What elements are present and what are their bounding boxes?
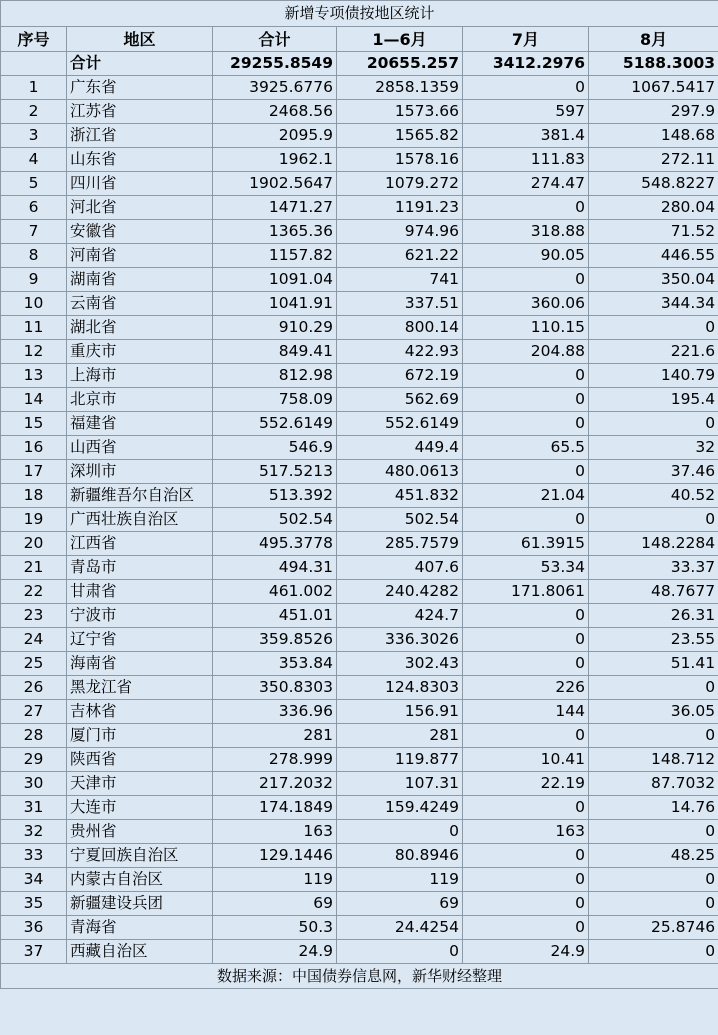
row-total-cell: 546.9 [213,436,337,460]
row-july-cell: 111.83 [463,148,589,172]
row-region-cell: 内蒙古自治区 [67,868,213,892]
row-h1-cell: 285.7579 [337,532,463,556]
row-july-cell: 0 [463,412,589,436]
table-row [1,748,718,772]
row-h1-cell: 800.14 [337,316,463,340]
row-h1-cell: 124.8303 [337,676,463,700]
row-h1-cell: 1578.16 [337,148,463,172]
table-row [1,916,718,940]
row-region-cell: 福建省 [67,412,213,436]
row-region-cell: 大连市 [67,796,213,820]
row-july-cell: 0 [463,508,589,532]
row-total-cell: 1365.36 [213,220,337,244]
row-total-cell: 50.3 [213,916,337,940]
row-august-cell: 36.05 [589,700,718,724]
row-august-cell: 0 [589,676,718,700]
row-region-cell: 青岛市 [67,556,213,580]
row-total-cell: 119 [213,868,337,892]
table-row [1,388,718,412]
row-region-cell: 湖北省 [67,316,213,340]
row-h1-cell: 1079.272 [337,172,463,196]
row-total-cell: 1471.27 [213,196,337,220]
row-h1-cell: 449.4 [337,436,463,460]
row-no-cell: 14 [1,388,67,412]
row-region-cell: 安徽省 [67,220,213,244]
row-h1-cell: 407.6 [337,556,463,580]
row-no-cell: 6 [1,196,67,220]
row-july-cell: 0 [463,724,589,748]
row-total-cell: 495.3778 [213,532,337,556]
row-august-cell: 51.41 [589,652,718,676]
row-region-cell: 山东省 [67,148,213,172]
row-no-cell: 10 [1,292,67,316]
row-total-cell: 3925.6776 [213,76,337,100]
row-july-cell: 0 [463,460,589,484]
row-no-cell: 27 [1,700,67,724]
row-h1-cell: 240.4282 [337,580,463,604]
row-total-cell: 163 [213,820,337,844]
table-row [1,868,718,892]
row-july-cell: 0 [463,268,589,292]
row-total-cell: 451.01 [213,604,337,628]
table-row [1,244,718,268]
row-region-cell: 上海市 [67,364,213,388]
table-row [1,316,718,340]
row-region-cell: 海南省 [67,652,213,676]
total-july-cell: 3412.2976 [463,52,589,76]
row-july-cell: 204.88 [463,340,589,364]
row-august-cell: 148.712 [589,748,718,772]
table-row [1,148,718,172]
row-august-cell: 272.11 [589,148,718,172]
row-july-cell: 597 [463,100,589,124]
row-h1-cell: 69 [337,892,463,916]
table-row [1,172,718,196]
row-total-cell: 174.1849 [213,796,337,820]
column-header-july: 7月 [463,27,589,52]
row-h1-cell: 80.8946 [337,844,463,868]
row-region-cell: 贵州省 [67,820,213,844]
row-no-cell: 17 [1,460,67,484]
row-no-cell: 9 [1,268,67,292]
row-no-cell: 19 [1,508,67,532]
row-h1-cell: 2858.1359 [337,76,463,100]
row-july-cell: 61.3915 [463,532,589,556]
row-region-cell: 新疆维吾尔自治区 [67,484,213,508]
total-label: 合计 [67,52,213,76]
table-row [1,796,718,820]
table-row [1,556,718,580]
table-row [1,484,718,508]
row-region-cell: 深圳市 [67,460,213,484]
row-no-cell: 34 [1,868,67,892]
row-august-cell: 0 [589,724,718,748]
row-august-cell: 280.04 [589,196,718,220]
table-title-row [1,1,718,27]
row-no-cell: 15 [1,412,67,436]
row-h1-cell: 336.3026 [337,628,463,652]
row-h1-cell: 1573.66 [337,100,463,124]
row-total-cell: 461.002 [213,580,337,604]
row-august-cell: 344.34 [589,292,718,316]
row-no-cell: 11 [1,316,67,340]
row-total-cell: 129.1446 [213,844,337,868]
row-region-cell: 四川省 [67,172,213,196]
row-no-cell: 33 [1,844,67,868]
column-header-total: 合计 [213,27,337,52]
row-h1-cell: 672.19 [337,364,463,388]
row-h1-cell: 480.0613 [337,460,463,484]
table-row [1,76,718,100]
row-no-cell: 18 [1,484,67,508]
row-july-cell: 0 [463,844,589,868]
row-h1-cell: 24.4254 [337,916,463,940]
row-no-cell: 21 [1,556,67,580]
row-total-cell: 1157.82 [213,244,337,268]
row-region-cell: 湖南省 [67,268,213,292]
row-no-cell: 29 [1,748,67,772]
row-august-cell: 446.55 [589,244,718,268]
total-august-cell: 5188.3003 [589,52,718,76]
row-h1-cell: 552.6149 [337,412,463,436]
row-august-cell: 48.7677 [589,580,718,604]
row-total-cell: 552.6149 [213,412,337,436]
row-august-cell: 350.04 [589,268,718,292]
table-row [1,940,718,964]
row-region-cell: 厦门市 [67,724,213,748]
table-row [1,772,718,796]
row-august-cell: 48.25 [589,844,718,868]
row-no-cell: 1 [1,76,67,100]
row-region-cell: 青海省 [67,916,213,940]
row-august-cell: 40.52 [589,484,718,508]
row-august-cell: 221.6 [589,340,718,364]
row-august-cell: 548.8227 [589,172,718,196]
row-july-cell: 65.5 [463,436,589,460]
row-july-cell: 0 [463,892,589,916]
row-august-cell: 87.7032 [589,772,718,796]
row-july-cell: 0 [463,196,589,220]
row-h1-cell: 0 [337,820,463,844]
row-region-cell: 江苏省 [67,100,213,124]
row-august-cell: 0 [589,892,718,916]
total-sum-cell: 29255.8549 [213,52,337,76]
total-no-cell [1,52,67,76]
row-july-cell: 318.88 [463,220,589,244]
row-h1-cell: 741 [337,268,463,292]
row-no-cell: 4 [1,148,67,172]
row-no-cell: 16 [1,436,67,460]
table-row [1,580,718,604]
table-title: 新增专项债按地区统计 [1,1,718,27]
table-row [1,100,718,124]
row-august-cell: 37.46 [589,460,718,484]
row-region-cell: 黑龙江省 [67,676,213,700]
row-h1-cell: 974.96 [337,220,463,244]
row-total-cell: 910.29 [213,316,337,340]
table-row [1,820,718,844]
row-july-cell: 163 [463,820,589,844]
column-header-no: 序号 [1,27,67,52]
row-august-cell: 33.37 [589,556,718,580]
row-total-cell: 2468.56 [213,100,337,124]
table-row [1,436,718,460]
column-header-august: 8月 [589,27,718,52]
row-region-cell: 天津市 [67,772,213,796]
row-region-cell: 新疆建设兵团 [67,892,213,916]
row-august-cell: 1067.5417 [589,76,718,100]
row-total-cell: 1041.91 [213,292,337,316]
row-august-cell: 0 [589,940,718,964]
row-h1-cell: 621.22 [337,244,463,268]
row-h1-cell: 424.7 [337,604,463,628]
row-august-cell: 32 [589,436,718,460]
row-no-cell: 20 [1,532,67,556]
row-august-cell: 297.9 [589,100,718,124]
row-no-cell: 26 [1,676,67,700]
table-row [1,724,718,748]
row-august-cell: 71.52 [589,220,718,244]
table-row [1,460,718,484]
row-no-cell: 32 [1,820,67,844]
row-no-cell: 25 [1,652,67,676]
row-july-cell: 53.34 [463,556,589,580]
row-h1-cell: 337.51 [337,292,463,316]
row-h1-cell: 1191.23 [337,196,463,220]
row-no-cell: 7 [1,220,67,244]
row-august-cell: 0 [589,820,718,844]
row-no-cell: 30 [1,772,67,796]
row-total-cell: 353.84 [213,652,337,676]
row-july-cell: 0 [463,604,589,628]
row-region-cell: 河北省 [67,196,213,220]
row-h1-cell: 302.43 [337,652,463,676]
table-row [1,892,718,916]
row-no-cell: 8 [1,244,67,268]
row-total-cell: 517.5213 [213,460,337,484]
row-august-cell: 0 [589,316,718,340]
table-row [1,628,718,652]
row-july-cell: 274.47 [463,172,589,196]
row-july-cell: 0 [463,628,589,652]
row-august-cell: 140.79 [589,364,718,388]
column-header-region: 地区 [67,27,213,52]
row-region-cell: 宁波市 [67,604,213,628]
row-august-cell: 148.2284 [589,532,718,556]
row-h1-cell: 159.4249 [337,796,463,820]
row-region-cell: 宁夏回族自治区 [67,844,213,868]
row-total-cell: 494.31 [213,556,337,580]
row-region-cell: 辽宁省 [67,628,213,652]
row-total-cell: 281 [213,724,337,748]
row-total-cell: 1902.5647 [213,172,337,196]
table-row [1,292,718,316]
row-no-cell: 22 [1,580,67,604]
row-total-cell: 2095.9 [213,124,337,148]
row-august-cell: 0 [589,412,718,436]
row-total-cell: 24.9 [213,940,337,964]
row-july-cell: 360.06 [463,292,589,316]
table-row [1,196,718,220]
row-august-cell: 14.76 [589,796,718,820]
table-row [1,220,718,244]
row-h1-cell: 119 [337,868,463,892]
row-h1-cell: 119.877 [337,748,463,772]
row-total-cell: 217.2032 [213,772,337,796]
row-july-cell: 171.8061 [463,580,589,604]
row-region-cell: 云南省 [67,292,213,316]
row-no-cell: 2 [1,100,67,124]
row-region-cell: 山西省 [67,436,213,460]
row-h1-cell: 0 [337,940,463,964]
row-no-cell: 31 [1,796,67,820]
row-no-cell: 35 [1,892,67,916]
row-region-cell: 陕西省 [67,748,213,772]
row-region-cell: 重庆市 [67,340,213,364]
row-total-cell: 359.8526 [213,628,337,652]
row-no-cell: 24 [1,628,67,652]
row-july-cell: 0 [463,652,589,676]
row-total-cell: 69 [213,892,337,916]
row-h1-cell: 451.832 [337,484,463,508]
table-row [1,604,718,628]
row-july-cell: 21.04 [463,484,589,508]
row-total-cell: 758.09 [213,388,337,412]
row-region-cell: 浙江省 [67,124,213,148]
table-row [1,532,718,556]
row-h1-cell: 107.31 [337,772,463,796]
row-total-cell: 849.41 [213,340,337,364]
row-no-cell: 5 [1,172,67,196]
row-total-cell: 336.96 [213,700,337,724]
row-august-cell: 148.68 [589,124,718,148]
column-header-h1: 1—6月 [337,27,463,52]
row-august-cell: 195.4 [589,388,718,412]
row-no-cell: 3 [1,124,67,148]
table-row [1,700,718,724]
row-region-cell: 甘肃省 [67,580,213,604]
row-august-cell: 0 [589,868,718,892]
row-no-cell: 28 [1,724,67,748]
table-row [1,652,718,676]
row-total-cell: 278.999 [213,748,337,772]
row-august-cell: 23.55 [589,628,718,652]
table-row [1,364,718,388]
row-h1-cell: 156.91 [337,700,463,724]
header-row [1,27,718,52]
table-row [1,124,718,148]
row-july-cell: 90.05 [463,244,589,268]
row-july-cell: 381.4 [463,124,589,148]
row-total-cell: 1091.04 [213,268,337,292]
row-no-cell: 37 [1,940,67,964]
row-july-cell: 22.19 [463,772,589,796]
row-h1-cell: 1565.82 [337,124,463,148]
source-row [1,964,718,989]
source-note: 数据来源：中国债券信息网，新华财经整理 [1,964,718,989]
row-region-cell: 广西壮族自治区 [67,508,213,532]
row-total-cell: 1962.1 [213,148,337,172]
total-row [1,52,718,76]
row-total-cell: 513.392 [213,484,337,508]
row-region-cell: 江西省 [67,532,213,556]
row-no-cell: 36 [1,916,67,940]
row-h1-cell: 562.69 [337,388,463,412]
row-total-cell: 502.54 [213,508,337,532]
row-no-cell: 13 [1,364,67,388]
row-region-cell: 广东省 [67,76,213,100]
row-july-cell: 226 [463,676,589,700]
row-july-cell: 0 [463,76,589,100]
row-region-cell: 西藏自治区 [67,940,213,964]
row-july-cell: 144 [463,700,589,724]
row-august-cell: 26.31 [589,604,718,628]
total-h1-cell: 20655.257 [337,52,463,76]
table-row [1,508,718,532]
row-h1-cell: 422.93 [337,340,463,364]
table-row [1,412,718,436]
table-row [1,844,718,868]
row-july-cell: 0 [463,388,589,412]
row-no-cell: 23 [1,604,67,628]
table-row [1,340,718,364]
row-august-cell: 25.8746 [589,916,718,940]
row-july-cell: 0 [463,364,589,388]
row-no-cell: 12 [1,340,67,364]
row-august-cell: 0 [589,508,718,532]
table-row [1,676,718,700]
row-july-cell: 24.9 [463,940,589,964]
row-july-cell: 10.41 [463,748,589,772]
row-h1-cell: 281 [337,724,463,748]
row-july-cell: 0 [463,916,589,940]
row-region-cell: 吉林省 [67,700,213,724]
row-region-cell: 北京市 [67,388,213,412]
row-july-cell: 0 [463,868,589,892]
row-total-cell: 350.8303 [213,676,337,700]
table-row [1,268,718,292]
row-region-cell: 河南省 [67,244,213,268]
row-july-cell: 0 [463,796,589,820]
row-july-cell: 110.15 [463,316,589,340]
row-total-cell: 812.98 [213,364,337,388]
row-h1-cell: 502.54 [337,508,463,532]
